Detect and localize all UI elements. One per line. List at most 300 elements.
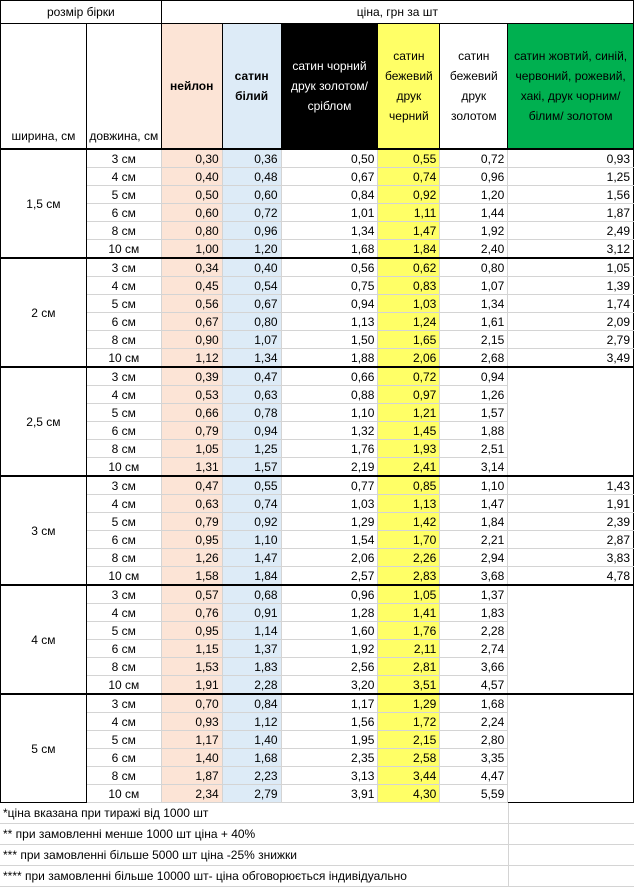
satin-white-price: 0,48 — [222, 168, 281, 186]
satin-black-price: 1,34 — [281, 222, 378, 240]
length-cell: 10 см — [86, 785, 161, 803]
satin-beige-gold-price: 1,84 — [440, 513, 508, 531]
satin-beige-gold-price: 1,07 — [440, 277, 508, 295]
table-row — [1, 222, 634, 240]
satin-beige-black-price: 1,21 — [378, 404, 440, 422]
satin-beige-gold-price: 1,83 — [440, 604, 508, 622]
satin-beige-gold-price: 1,47 — [440, 495, 508, 513]
satin-color-price: 4,78 — [508, 567, 634, 586]
satin-white-price: 1,34 — [222, 349, 281, 368]
table-row — [1, 694, 634, 713]
nylon-price: 0,80 — [161, 222, 222, 240]
satin-beige-gold-price: 0,94 — [440, 367, 508, 386]
nylon-price: 1,05 — [161, 440, 222, 458]
satin-beige-black-price: 0,72 — [378, 367, 440, 386]
width-cell: 4 см — [1, 585, 87, 694]
table-row — [1, 567, 634, 586]
satin-white-price: 0,72 — [222, 204, 281, 222]
satin-beige-black-price: 4,30 — [378, 785, 440, 803]
nylon-price: 2,34 — [161, 785, 222, 803]
satin-beige-gold-price: 2,51 — [440, 440, 508, 458]
footnote-2: ** при замовленні менше 1000 шт ціна + 40% — [0, 824, 508, 845]
satin-white-price: 1,47 — [222, 549, 281, 567]
nylon-price: 1,00 — [161, 240, 222, 259]
length-cell: 6 см — [86, 749, 161, 767]
satin-beige-gold-price: 4,57 — [440, 676, 508, 695]
satin-beige-gold-price: 2,40 — [440, 240, 508, 259]
table-row — [1, 186, 634, 204]
satin-beige-black-price: 1,05 — [378, 585, 440, 604]
footnote-4: **** при замовленні більше 10000 шт- ціна обговорюється індивідуально — [0, 866, 508, 887]
table-row — [1, 622, 634, 640]
satin-black-price: 1,13 — [281, 313, 378, 331]
length-cell: 6 см — [86, 313, 161, 331]
satin-white-price: 0,84 — [222, 694, 281, 713]
satin-beige-gold-price: 1,57 — [440, 404, 508, 422]
satin-white-price: 2,23 — [222, 767, 281, 785]
satin-black-price: 1,50 — [281, 331, 378, 349]
satin-white-price: 0,94 — [222, 422, 281, 440]
satin-black-price: 0,88 — [281, 386, 378, 404]
price-header: ціна, грн за шт — [161, 1, 633, 24]
satin-black-price: 0,96 — [281, 585, 378, 604]
table-row — [1, 549, 634, 567]
length-cell: 5 см — [86, 513, 161, 531]
satin-beige-gold-price: 2,94 — [440, 549, 508, 567]
nylon-price: 0,63 — [161, 495, 222, 513]
table-row — [1, 349, 634, 368]
satin-white-price: 1,20 — [222, 240, 281, 259]
satin-white-price: 0,63 — [222, 386, 281, 404]
length-cell: 5 см — [86, 404, 161, 422]
satin-color-price: 2,39 — [508, 513, 634, 531]
satin-white-price: 1,84 — [222, 567, 281, 586]
satin-beige-black-price: 1,84 — [378, 240, 440, 259]
nylon-price: 0,56 — [161, 295, 222, 313]
table-row — [1, 258, 634, 277]
satin-black-price: 1,88 — [281, 349, 378, 368]
satin-white-price: 1,07 — [222, 331, 281, 349]
satin-black-price: 1,68 — [281, 240, 378, 259]
table-row — [1, 313, 634, 331]
satin-beige-gold-price: 3,66 — [440, 658, 508, 676]
satin-black-price: 1,32 — [281, 422, 378, 440]
width-cell: 2 см — [1, 258, 87, 367]
satin-black-price: 1,10 — [281, 404, 378, 422]
nylon-price: 0,66 — [161, 404, 222, 422]
nylon-price: 0,57 — [161, 585, 222, 604]
satin-black-price: 3,13 — [281, 767, 378, 785]
satin-black-price: 0,66 — [281, 367, 378, 386]
table-row — [1, 749, 634, 767]
table-row — [1, 676, 634, 695]
satin-black-price: 0,84 — [281, 186, 378, 204]
nylon-price: 1,91 — [161, 676, 222, 695]
satin-color-price: 3,49 — [508, 349, 634, 368]
length-cell: 10 см — [86, 567, 161, 586]
length-cell: 10 см — [86, 240, 161, 259]
satin-color-price: 1,74 — [508, 295, 634, 313]
satin-black-price: 2,35 — [281, 749, 378, 767]
satin-beige-black-price: 0,62 — [378, 258, 440, 277]
length-cell: 10 см — [86, 458, 161, 477]
table-row — [1, 658, 634, 676]
nylon-price: 0,47 — [161, 476, 222, 495]
satin-black-price: 1,76 — [281, 440, 378, 458]
satin-color-price — [508, 658, 634, 676]
table-row — [1, 785, 634, 803]
nylon-price: 0,67 — [161, 313, 222, 331]
satin-beige-black-price: 2,81 — [378, 658, 440, 676]
satin-black-price: 0,77 — [281, 476, 378, 495]
satin-white-price: 0,60 — [222, 186, 281, 204]
length-cell: 3 см — [86, 149, 161, 168]
length-cell: 5 см — [86, 622, 161, 640]
nylon-price: 0,60 — [161, 204, 222, 222]
satin-black-price: 0,50 — [281, 149, 378, 168]
table-row — [1, 331, 634, 349]
satin-white-price: 1,83 — [222, 658, 281, 676]
satin-beige-black-price: 1,47 — [378, 222, 440, 240]
satin-color-price — [508, 731, 634, 749]
col-satin-white-header: сатин білий — [222, 24, 281, 150]
table-row — [1, 149, 634, 168]
nylon-price: 0,45 — [161, 277, 222, 295]
satin-beige-gold-price: 4,47 — [440, 767, 508, 785]
satin-color-price: 1,05 — [508, 258, 634, 277]
satin-black-price: 0,67 — [281, 168, 378, 186]
length-cell: 5 см — [86, 731, 161, 749]
table-row — [1, 367, 634, 386]
table-row — [1, 204, 634, 222]
table-row — [1, 295, 634, 313]
col-satin-beige-gold-header: сатин бежевий друк золотом — [440, 24, 508, 150]
satin-beige-gold-price: 2,15 — [440, 331, 508, 349]
satin-color-price: 1,56 — [508, 186, 634, 204]
satin-beige-black-price: 1,41 — [378, 604, 440, 622]
nylon-price: 0,50 — [161, 186, 222, 204]
table-row — [1, 495, 634, 513]
satin-color-price: 1,91 — [508, 495, 634, 513]
satin-color-price — [508, 367, 634, 386]
satin-beige-black-price: 1,11 — [378, 204, 440, 222]
length-cell: 6 см — [86, 640, 161, 658]
satin-black-price: 0,94 — [281, 295, 378, 313]
satin-color-price: 1,43 — [508, 476, 634, 495]
satin-beige-gold-price: 3,14 — [440, 458, 508, 477]
satin-black-price: 0,56 — [281, 258, 378, 277]
table-row — [1, 604, 634, 622]
satin-black-price: 1,92 — [281, 640, 378, 658]
length-cell: 4 см — [86, 386, 161, 404]
nylon-price: 0,93 — [161, 713, 222, 731]
satin-white-price: 0,91 — [222, 604, 281, 622]
width-cell: 1,5 см — [1, 149, 87, 258]
col-satin-black-header: сатин чорний друк золотом/ сріблом — [281, 24, 378, 150]
satin-black-price: 1,29 — [281, 513, 378, 531]
table-row — [1, 713, 634, 731]
satin-color-price — [508, 404, 634, 422]
table-row — [1, 240, 634, 259]
nylon-price: 0,34 — [161, 258, 222, 277]
satin-beige-gold-price: 3,68 — [440, 567, 508, 586]
satin-beige-black-price: 3,51 — [378, 676, 440, 695]
satin-color-price — [508, 713, 634, 731]
satin-white-price: 1,10 — [222, 531, 281, 549]
satin-color-price — [508, 458, 634, 477]
satin-black-price: 1,56 — [281, 713, 378, 731]
satin-black-price: 2,57 — [281, 567, 378, 586]
satin-color-price — [508, 676, 634, 695]
satin-beige-black-price: 2,58 — [378, 749, 440, 767]
table-row — [1, 386, 634, 404]
satin-beige-gold-price: 1,61 — [440, 313, 508, 331]
satin-black-price: 1,54 — [281, 531, 378, 549]
satin-black-price: 0,75 — [281, 277, 378, 295]
length-cell: 3 см — [86, 476, 161, 495]
satin-color-price: 0,93 — [508, 149, 634, 168]
length-cell: 3 см — [86, 367, 161, 386]
nylon-price: 0,95 — [161, 531, 222, 549]
width-header: ширина, см — [1, 24, 87, 150]
length-cell: 5 см — [86, 186, 161, 204]
satin-color-price — [508, 622, 634, 640]
satin-beige-black-price: 1,29 — [378, 694, 440, 713]
satin-beige-gold-price: 1,10 — [440, 476, 508, 495]
satin-beige-gold-price: 1,88 — [440, 422, 508, 440]
length-cell: 3 см — [86, 258, 161, 277]
size-header: розмір бірки — [1, 1, 162, 24]
length-cell: 5 см — [86, 295, 161, 313]
satin-white-price: 0,55 — [222, 476, 281, 495]
satin-white-price: 1,40 — [222, 731, 281, 749]
satin-color-price: 2,09 — [508, 313, 634, 331]
satin-beige-black-price: 1,65 — [378, 331, 440, 349]
length-cell: 6 см — [86, 204, 161, 222]
satin-color-price: 1,25 — [508, 168, 634, 186]
length-cell: 6 см — [86, 422, 161, 440]
satin-black-price: 1,17 — [281, 694, 378, 713]
satin-beige-gold-price: 2,24 — [440, 713, 508, 731]
satin-color-price — [508, 422, 634, 440]
length-cell: 4 см — [86, 713, 161, 731]
table-row — [1, 513, 634, 531]
satin-beige-black-price: 0,74 — [378, 168, 440, 186]
satin-black-price: 1,03 — [281, 495, 378, 513]
satin-beige-black-price: 2,26 — [378, 549, 440, 567]
nylon-price: 0,40 — [161, 168, 222, 186]
col-nylon-header: нейлон — [161, 24, 222, 150]
satin-beige-black-price: 1,03 — [378, 295, 440, 313]
table-row — [1, 277, 634, 295]
satin-beige-gold-price: 1,92 — [440, 222, 508, 240]
nylon-price: 0,39 — [161, 367, 222, 386]
satin-color-price — [508, 604, 634, 622]
satin-black-price: 1,60 — [281, 622, 378, 640]
table-row — [1, 767, 634, 785]
satin-color-price — [508, 694, 634, 713]
width-cell: 3 см — [1, 476, 87, 585]
satin-beige-black-price: 1,93 — [378, 440, 440, 458]
satin-beige-black-price: 2,06 — [378, 349, 440, 368]
length-cell: 3 см — [86, 694, 161, 713]
nylon-price: 1,87 — [161, 767, 222, 785]
length-cell: 4 см — [86, 277, 161, 295]
footnotes — [0, 803, 634, 887]
satin-beige-gold-price: 0,72 — [440, 149, 508, 168]
satin-black-price: 3,20 — [281, 676, 378, 695]
satin-white-price: 0,80 — [222, 313, 281, 331]
satin-beige-black-price: 0,55 — [378, 149, 440, 168]
satin-color-price — [508, 640, 634, 658]
satin-beige-gold-price: 1,20 — [440, 186, 508, 204]
footnote-3: *** при замовленні більше 5000 шт ціна -25% знижки — [0, 845, 508, 866]
width-cell: 2,5 см — [1, 367, 87, 476]
length-cell: 10 см — [86, 349, 161, 368]
satin-white-price: 1,25 — [222, 440, 281, 458]
nylon-price: 1,40 — [161, 749, 222, 767]
satin-color-price: 3,12 — [508, 240, 634, 259]
satin-beige-gold-price: 1,26 — [440, 386, 508, 404]
satin-color-price — [508, 785, 634, 803]
satin-beige-black-price: 1,72 — [378, 713, 440, 731]
satin-black-price: 2,06 — [281, 549, 378, 567]
satin-white-price: 2,28 — [222, 676, 281, 695]
length-cell: 8 см — [86, 549, 161, 567]
satin-white-price: 0,67 — [222, 295, 281, 313]
nylon-price: 1,12 — [161, 349, 222, 368]
satin-beige-gold-price: 0,80 — [440, 258, 508, 277]
nylon-price: 1,31 — [161, 458, 222, 477]
length-header: довжина, см — [86, 24, 161, 150]
length-cell: 8 см — [86, 222, 161, 240]
length-cell: 4 см — [86, 168, 161, 186]
satin-white-price: 0,40 — [222, 258, 281, 277]
satin-beige-black-price: 0,97 — [378, 386, 440, 404]
satin-beige-gold-price: 2,74 — [440, 640, 508, 658]
satin-color-price: 2,87 — [508, 531, 634, 549]
length-cell: 3 см — [86, 585, 161, 604]
satin-beige-gold-price: 1,68 — [440, 694, 508, 713]
satin-beige-black-price: 2,15 — [378, 731, 440, 749]
nylon-price: 0,70 — [161, 694, 222, 713]
satin-beige-black-price: 2,83 — [378, 567, 440, 586]
satin-black-price: 2,19 — [281, 458, 378, 477]
length-cell: 8 см — [86, 658, 161, 676]
satin-beige-black-price: 1,13 — [378, 495, 440, 513]
satin-beige-black-price: 1,70 — [378, 531, 440, 549]
satin-color-price — [508, 386, 634, 404]
satin-white-price: 0,92 — [222, 513, 281, 531]
table-row — [1, 731, 634, 749]
satin-color-price: 1,87 — [508, 204, 634, 222]
length-cell: 10 см — [86, 676, 161, 695]
footnote-1: *ціна вказана при тиражі від 1000 шт — [0, 803, 508, 824]
satin-white-price: 1,14 — [222, 622, 281, 640]
satin-white-price: 0,68 — [222, 585, 281, 604]
satin-white-price: 1,12 — [222, 713, 281, 731]
satin-beige-black-price: 1,42 — [378, 513, 440, 531]
length-cell: 4 см — [86, 495, 161, 513]
satin-black-price: 2,56 — [281, 658, 378, 676]
nylon-price: 0,95 — [161, 622, 222, 640]
satin-black-price: 1,01 — [281, 204, 378, 222]
length-cell: 8 см — [86, 331, 161, 349]
satin-white-price: 0,36 — [222, 149, 281, 168]
satin-beige-gold-price: 3,35 — [440, 749, 508, 767]
table-row — [1, 168, 634, 186]
col-satin-color-header: сатин жовтий, синій, червоний, рожевий, хакі, друк чорним/білим/ золотом — [508, 24, 634, 150]
nylon-price: 1,15 — [161, 640, 222, 658]
col-satin-beige-black-header: сатин бежевий друк черний — [378, 24, 440, 150]
satin-color-price: 2,79 — [508, 331, 634, 349]
satin-color-price — [508, 749, 634, 767]
satin-color-price: 3,83 — [508, 549, 634, 567]
table-row — [1, 531, 634, 549]
table-row — [1, 422, 634, 440]
table-row — [1, 640, 634, 658]
table-row — [1, 476, 634, 495]
length-cell: 4 см — [86, 604, 161, 622]
satin-color-price — [508, 767, 634, 785]
satin-beige-gold-price: 2,80 — [440, 731, 508, 749]
nylon-price: 0,53 — [161, 386, 222, 404]
satin-beige-black-price: 1,24 — [378, 313, 440, 331]
satin-beige-gold-price: 2,68 — [440, 349, 508, 368]
satin-beige-gold-price: 1,34 — [440, 295, 508, 313]
satin-beige-black-price: 3,44 — [378, 767, 440, 785]
satin-white-price: 0,47 — [222, 367, 281, 386]
satin-beige-black-price: 0,83 — [378, 277, 440, 295]
nylon-price: 1,17 — [161, 731, 222, 749]
satin-beige-gold-price: 5,59 — [440, 785, 508, 803]
length-cell: 8 см — [86, 440, 161, 458]
satin-white-price: 0,74 — [222, 495, 281, 513]
satin-beige-black-price: 2,41 — [378, 458, 440, 477]
nylon-price: 1,26 — [161, 549, 222, 567]
satin-white-price: 1,37 — [222, 640, 281, 658]
width-cell: 5 см — [1, 694, 87, 803]
satin-beige-black-price: 2,11 — [378, 640, 440, 658]
satin-white-price: 0,78 — [222, 404, 281, 422]
nylon-price: 0,76 — [161, 604, 222, 622]
table-row — [1, 404, 634, 422]
satin-black-price: 1,95 — [281, 731, 378, 749]
satin-beige-gold-price: 2,21 — [440, 531, 508, 549]
satin-white-price: 1,57 — [222, 458, 281, 477]
satin-color-price — [508, 440, 634, 458]
nylon-price: 1,58 — [161, 567, 222, 586]
satin-color-price: 1,39 — [508, 277, 634, 295]
satin-white-price: 0,54 — [222, 277, 281, 295]
satin-black-price: 1,28 — [281, 604, 378, 622]
nylon-price: 0,79 — [161, 513, 222, 531]
satin-beige-black-price: 1,76 — [378, 622, 440, 640]
length-cell: 8 см — [86, 767, 161, 785]
satin-white-price: 1,68 — [222, 749, 281, 767]
satin-beige-black-price: 0,92 — [378, 186, 440, 204]
satin-beige-black-price: 1,45 — [378, 422, 440, 440]
satin-color-price — [508, 585, 634, 604]
table-row — [1, 440, 634, 458]
satin-white-price: 2,79 — [222, 785, 281, 803]
satin-beige-black-price: 0,85 — [378, 476, 440, 495]
satin-black-price: 3,91 — [281, 785, 378, 803]
nylon-price: 1,53 — [161, 658, 222, 676]
table-row — [1, 458, 634, 477]
satin-beige-gold-price: 1,37 — [440, 585, 508, 604]
nylon-price: 0,90 — [161, 331, 222, 349]
